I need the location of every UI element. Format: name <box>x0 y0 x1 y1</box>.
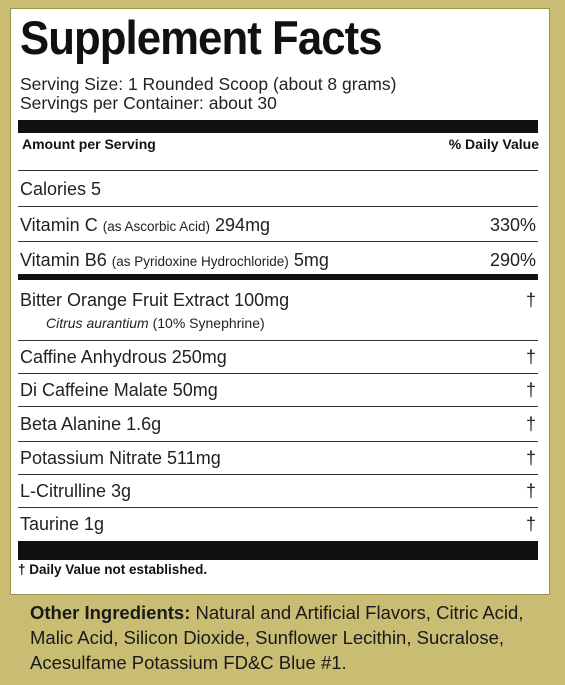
vitamin-daily-value: 330% <box>489 215 536 235</box>
other-ingredients <box>30 600 540 675</box>
other-ingredients-label: Other Ingredients: <box>30 602 191 623</box>
vitamin-daily-value: 290% <box>489 250 536 270</box>
vitamin-row <box>18 241 538 273</box>
other-ingredients-text: Natural and Artificial Flavors, Citric Acid, Malic Acid, Silicon Dioxide, Sunflower Lecithin, Sucralose, Acesulfame Potassium FD&C Blue #1. <box>30 602 524 673</box>
ingredient-label: Beta Alanine 1.6g <box>20 414 162 434</box>
ingredient-dagger: † <box>525 448 536 468</box>
vitamin-label: Vitamin C (as Ascorbic Acid) 294mg <box>20 215 271 235</box>
medium-divider <box>18 274 538 280</box>
ingredient-dagger: † <box>525 414 536 434</box>
ingredient-row <box>18 340 538 373</box>
thick-divider-bottom <box>18 541 538 560</box>
ingredient-row <box>18 474 538 507</box>
ingredient-label: Caffine Anhydrous 250mg <box>20 347 227 367</box>
ingredient-label: Taurine 1g <box>20 514 105 534</box>
ingredient-dagger: † <box>525 481 536 501</box>
ingredient-label: Bitter Orange Fruit Extract 100mg <box>20 290 290 310</box>
ingredient-row <box>18 282 538 340</box>
vitamin-label: Vitamin B6 (as Pyridoxine Hydrochloride) 5mg <box>20 250 329 270</box>
ingredient-dagger: † <box>525 514 536 534</box>
vitamin-row <box>18 206 538 241</box>
ingredient-row <box>18 441 538 474</box>
ingredient-row <box>18 507 538 541</box>
ingredient-row <box>18 373 538 406</box>
ingredient-dagger: † <box>525 380 536 400</box>
servings-per-container: Servings per Container: about 30 <box>20 93 277 113</box>
panel-title: Supplement Facts <box>20 11 382 64</box>
daily-value-header: % Daily Value <box>448 136 539 152</box>
calories-row <box>18 170 538 205</box>
daily-value-footnote: † Daily Value not established. <box>18 562 208 577</box>
ingredient-label: Di Caffeine Malate 50mg <box>20 380 218 400</box>
ingredient-label: Potassium Nitrate 511mg <box>20 448 221 468</box>
serving-size: Serving Size: 1 Rounded Scoop (about 8 grams) <box>20 74 397 94</box>
thick-divider-top <box>18 120 538 133</box>
ingredient-dagger: † <box>525 290 536 310</box>
ingredient-row <box>18 406 538 441</box>
calories-label: Calories 5 <box>20 179 102 199</box>
ingredient-label: L-Citrulline 3g <box>20 481 132 501</box>
ingredient-dagger: † <box>525 347 536 367</box>
ingredient-sub-label: Citrus aurantium (10% Synephrine) <box>46 315 265 331</box>
amount-per-serving-header: Amount per Serving <box>22 136 156 152</box>
